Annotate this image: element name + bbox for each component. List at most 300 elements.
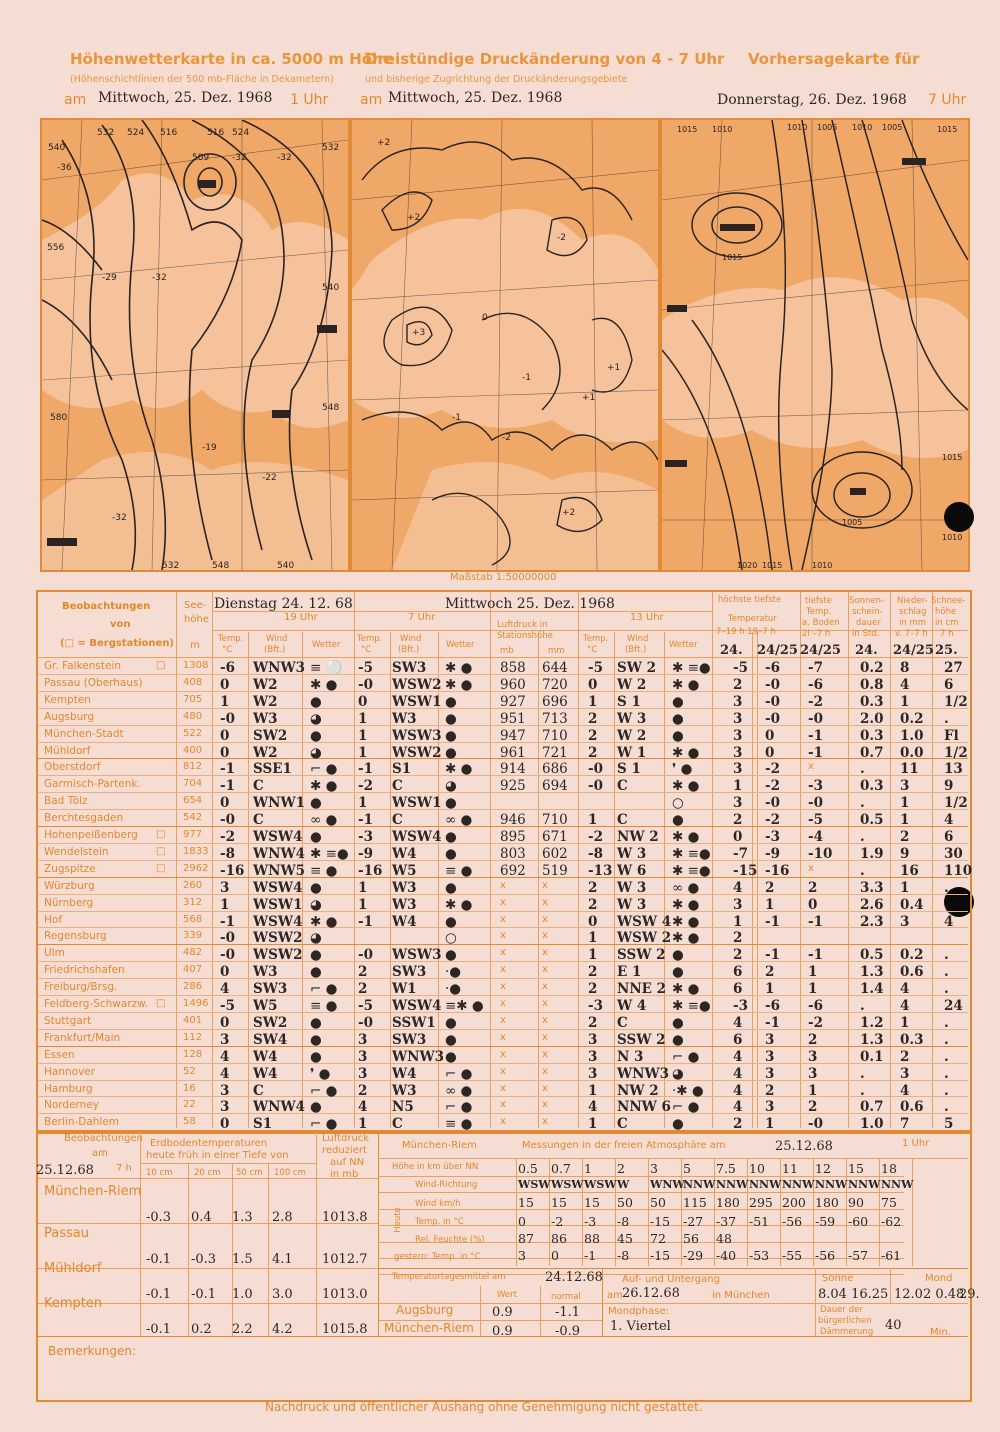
obs-station-height: 128 [183, 1048, 203, 1060]
obs-snow: 27 [944, 660, 963, 676]
obs-pressure-mm: 720 [542, 676, 568, 693]
atmo-wind-direction: NNW [881, 1178, 914, 1191]
obs-weather-13: ◕ [672, 1065, 684, 1082]
obs-weather-13: ⌐ ● [672, 1099, 700, 1116]
obs-precip: 4 [900, 981, 910, 998]
obs-weather-7: ≡ ● [445, 1116, 473, 1133]
obs-temp-13: -5 [588, 660, 603, 676]
atmo-temperature: -62 [881, 1214, 902, 1229]
obs-weather-19: ◕ [310, 710, 322, 727]
obs-pressure-mb: x [500, 1099, 506, 1111]
obs-station-height: 480 [183, 710, 203, 722]
svg-text:+1: +1 [607, 363, 621, 373]
obs-temp-19: 1 [220, 693, 230, 710]
obs-temp-13: 0 [588, 913, 598, 930]
svg-text:540: 540 [277, 561, 295, 570]
atmo-height: 5 [683, 1161, 691, 1176]
obs-h-luftdruck: Luftdruck in [497, 620, 548, 630]
obs-temp-13: -2 [588, 829, 603, 845]
obs-temp-13: 2 [588, 879, 598, 896]
obs-precip: 11 [900, 761, 919, 778]
obs-wind-13: W 4 [617, 998, 647, 1014]
obs-wind-13: W 3 [617, 845, 647, 862]
atmo-wind-direction: WSW [518, 1178, 551, 1191]
svg-text:580: 580 [50, 413, 68, 423]
atmo-wind-speed: 50 [617, 1195, 633, 1210]
obs-temp-13: 2 [588, 964, 598, 981]
obs-temp-7: -0 [358, 947, 373, 964]
obs-pressure-mm: 602 [542, 845, 568, 862]
obs-temp-high: -7 [733, 845, 748, 862]
obs-wind-7: WSW2 [392, 744, 442, 761]
obs-sunshine: 0.3 [860, 727, 884, 744]
obs-temp-high: 6 [733, 981, 743, 998]
pressure-change-map-title: Dreistündige Druckänderung von 4 - 7 Uhr [365, 50, 725, 68]
obs-wind-7: W4 [392, 1065, 417, 1082]
obs-snow: 6 [944, 676, 954, 693]
obs-h-degc-19: °C [222, 645, 233, 655]
obs-temp-19: 0 [220, 1014, 230, 1031]
atmo-wind-speed: 295 [749, 1195, 773, 1210]
map-scale: Maßstab 1:50000000 [450, 572, 557, 583]
obs-wind-7: WSW4 [392, 998, 442, 1014]
obs-wind-19: C [253, 812, 264, 829]
atmo-humidity: 45 [617, 1231, 633, 1246]
atmo-height: 11 [782, 1161, 798, 1176]
obs-temp-low: -1 [765, 1014, 780, 1031]
atmo-yesterday-temp: -56 [815, 1248, 836, 1263]
obs-temp-19: -6 [220, 660, 235, 676]
sun-h-auf: Auf- und Untergang [622, 1274, 720, 1285]
atmo-wind-speed: 90 [848, 1195, 864, 1210]
svg-text:1010: 1010 [712, 125, 733, 134]
obs-weather-7: ≡ ● [445, 862, 473, 879]
obs-temp-low: -0 [765, 676, 780, 693]
svg-text:1010: 1010 [852, 123, 873, 132]
obs-wind-7: W3 [392, 879, 417, 896]
soil-temp-value: -0.1 [146, 1287, 172, 1302]
soil-h-am: am [92, 1148, 108, 1159]
svg-text:540: 540 [322, 283, 340, 293]
obs-temp-13: -0 [588, 761, 603, 778]
obs-sunshine: 1.9 [860, 845, 884, 862]
obs-pressure-mb: x [500, 879, 506, 891]
atmo-height: 0.7 [551, 1161, 571, 1176]
obs-temp-ground: -1 [808, 913, 823, 930]
obs-weather-7: ● [445, 744, 457, 761]
obs-station-name: München-Stadt [44, 727, 124, 740]
obs-wind-13: SSW 2 [617, 947, 666, 964]
obs-precip: 1 [900, 693, 910, 710]
svg-text:-1: -1 [452, 413, 461, 423]
obs-weather-19: ≡ ⚪ [310, 660, 343, 676]
obs-wind-7: WSW3 [392, 727, 442, 744]
atmo-wind-direction: WSW [584, 1178, 617, 1191]
svg-text:1015: 1015 [942, 453, 963, 462]
soil-temp-value: -0.1 [191, 1287, 217, 1302]
obs-temp-7: 0 [358, 693, 368, 710]
obs-wind-19: W3 [253, 964, 278, 981]
obs-pressure-mb: 803 [500, 845, 526, 862]
obs-temp-ground: -4 [808, 829, 823, 845]
obs-wind-7: WSW4 [392, 829, 442, 845]
obs-temp-ground: -7 [808, 660, 823, 676]
atmo-wind-direction: W [617, 1178, 630, 1191]
obs-temp-high: 6 [733, 964, 743, 981]
obs-pressure-mm: x [542, 1031, 548, 1043]
obs-wind-7: WSW1 [392, 795, 442, 812]
obs-temp-7: 2 [358, 964, 368, 981]
obs-snow: 24 [944, 998, 963, 1014]
obs-temp-high: 3 [733, 761, 743, 778]
obs-wind-13: W 2 [617, 676, 647, 693]
obs-station-height: 705 [183, 693, 203, 705]
obs-snow: 13 [944, 761, 963, 778]
obs-wind-7: C [392, 812, 403, 829]
obs-station-name: Wendelstein [44, 845, 109, 858]
obs-pressure-mb: x [500, 930, 506, 942]
obs-snow: . [944, 1031, 949, 1048]
obs-header-m: m [190, 640, 200, 651]
soil-station-name: Kempten [44, 1296, 103, 1311]
svg-text:532: 532 [322, 143, 340, 153]
moon-extra: 29. [959, 1287, 980, 1302]
obs-station-name: Regensburg [44, 930, 107, 943]
obs-pressure-mb: 895 [500, 829, 526, 845]
obs-wind-19: SW2 [253, 727, 288, 744]
obs-wind-19: W5 [253, 998, 278, 1014]
obs-h-schlag: schlag [899, 607, 927, 617]
svg-text:-1: -1 [522, 373, 531, 383]
obs-temp-high: -3 [733, 998, 748, 1014]
obs-pressure-mm: x [542, 964, 548, 976]
obs-temp-high: 3 [733, 693, 743, 710]
obs-precip: 0.4 [900, 896, 924, 913]
obs-h-temp-19: Temp. [218, 634, 244, 644]
obs-station-height: 312 [183, 896, 203, 908]
obs-precip: 0.2 [900, 947, 924, 964]
obs-temp-13: 3 [588, 1031, 598, 1048]
obs-weather-13: ✱ ● [672, 744, 700, 761]
obs-weather-7: ● [445, 947, 457, 964]
soil-h-7h: 7 h [116, 1163, 132, 1174]
obs-temp-19: 0 [220, 1116, 230, 1133]
obs-station-height: 654 [183, 795, 203, 807]
obs-pressure-mm: x [542, 1014, 548, 1026]
obs-pressure-mm: x [542, 896, 548, 908]
obs-station-name: Essen [44, 1048, 75, 1061]
obs-temp-7: -3 [358, 829, 373, 845]
obs-weather-13: ● [672, 1014, 684, 1031]
obs-station-name: Hof [44, 913, 63, 926]
obs-h-sonnen: Sonnen- [849, 596, 885, 606]
obs-pressure-mm: 644 [542, 660, 568, 676]
obs-weather-13: ∞ ● [672, 879, 700, 896]
obs-station-height: 704 [183, 778, 203, 790]
atmo-time: 1 Uhr [902, 1138, 930, 1149]
obs-wind-19: WSW1 [253, 896, 303, 913]
obs-wind-19: WSW2 [253, 930, 303, 947]
moon-times: 12.02 0.48 [894, 1287, 965, 1302]
obs-station-name: Mühldorf [44, 744, 91, 757]
obs-precip: 16 [900, 862, 919, 879]
svg-text:0: 0 [482, 313, 488, 323]
obs-weather-19: ◕ [310, 896, 322, 913]
obs-wind-13: C [617, 1116, 628, 1133]
svg-text:-2: -2 [502, 433, 511, 443]
obs-wind-7: W4 [392, 845, 417, 862]
obs-sunshine: . [860, 795, 865, 812]
obs-temp-7: -0 [358, 676, 373, 693]
obs-sunshine: 0.1 [860, 1048, 884, 1065]
pressure-change-am-label: am [360, 92, 383, 108]
obs-temp-low: 1 [765, 981, 775, 998]
mountain-station-marker: □ [156, 829, 166, 840]
svg-text:1015: 1015 [937, 125, 958, 134]
obs-temp-ground: -6 [808, 676, 823, 693]
obs-wind-7: W3 [392, 896, 417, 913]
svg-text:+2: +2 [377, 138, 391, 148]
obs-temp-high: 2 [733, 1116, 743, 1133]
obs-h-schnee: Schnee- [931, 596, 966, 606]
obs-temp-7: 1 [358, 710, 368, 727]
mountain-station-marker: □ [156, 845, 166, 857]
sun-h-buerg: bürgerlichen [818, 1316, 872, 1326]
obs-sunshine: 1.2 [860, 1014, 884, 1031]
obs-temp-high: -5 [733, 660, 748, 676]
punch-hole-top [944, 502, 974, 532]
sun-h-am: am [607, 1290, 623, 1301]
obs-weather-13: ● [672, 1031, 684, 1048]
obs-pressure-mm: 696 [542, 693, 568, 710]
obs-wind-13: NW 2 [617, 1082, 659, 1099]
svg-text:-2: -2 [557, 233, 566, 243]
atmo-wind-speed: 15 [584, 1195, 600, 1210]
obs-weather-19: ✱ ● [310, 778, 338, 795]
obs-weather-7: ● [445, 913, 457, 930]
obs-temp-low: 2 [765, 1082, 775, 1099]
obs-h-std: in Std. [852, 629, 880, 639]
obs-weather-7: ∞ ● [445, 812, 473, 829]
obs-precip: 8 [900, 660, 910, 676]
obs-weather-7: ✱ ● [445, 660, 473, 676]
obs-temp-13: 2 [588, 896, 598, 913]
obs-station-name: Freiburg/Brsg. [44, 981, 118, 994]
atmo-humidity: 48 [716, 1231, 732, 1246]
obs-pressure-mm: x [542, 1116, 548, 1128]
svg-text:1015: 1015 [722, 253, 743, 262]
soil-temp-value: 4.1 [272, 1252, 293, 1267]
obs-h-aboden: a. Boden [802, 618, 840, 628]
obs-station-name: Zugspitze [44, 862, 96, 875]
obs-col-date-2425b: 24/25 [800, 643, 841, 658]
atmo-temperature: -8 [617, 1214, 630, 1229]
obs-header-see: See- [184, 600, 207, 611]
atmo-wind-direction: NNW [848, 1178, 881, 1191]
svg-text:540: 540 [48, 143, 66, 153]
obs-precip: 2 [900, 829, 910, 845]
obs-temp-high: 4 [733, 879, 743, 896]
obs-temp-13: 0 [588, 676, 598, 693]
obs-wind-13: WSW 4 [617, 913, 672, 930]
obs-precip: 4 [900, 1082, 910, 1099]
atmo-temperature: -51 [749, 1214, 770, 1229]
soil-temp-value: 1.3 [232, 1210, 253, 1225]
sun-h-daemm: Dämmerung [820, 1327, 874, 1337]
obs-sunshine: 0.7 [860, 1099, 884, 1116]
obs-temp-13: -3 [588, 998, 603, 1014]
atmo-temperature: -60 [848, 1214, 869, 1229]
obs-temp-ground: -2 [808, 693, 823, 710]
moon-phase: 1. Viertel [610, 1319, 671, 1334]
obs-temp-ground: 1 [808, 964, 818, 981]
obs-weather-7: ● [445, 727, 457, 744]
tmean-row-riem-wert: 0.9 [492, 1324, 513, 1339]
obs-temp-13: -0 [588, 778, 603, 795]
obs-temp-7: 1 [358, 1116, 368, 1133]
obs-h-hoechste: höchste tiefste [718, 595, 782, 605]
atmo-yesterday-temp: 3 [518, 1248, 526, 1263]
obs-temp-7: 3 [358, 1031, 368, 1048]
svg-text:532: 532 [162, 561, 180, 570]
svg-text:-32: -32 [277, 153, 292, 163]
obs-weather-13: ● [672, 710, 684, 727]
obs-station-name: Würzburg [44, 879, 95, 892]
obs-wind-13: NNW 6 [617, 1099, 671, 1116]
svg-text:-29: -29 [102, 273, 117, 283]
upper-air-date: Mittwoch, 25. Dez. 1968 [98, 90, 273, 106]
svg-text:1005: 1005 [882, 123, 903, 132]
obs-station-height: 52 [183, 1065, 196, 1077]
footer-notice: Nachdruck und öffentlicher Aushang ohne Genehmigung nicht gestattet. [265, 1400, 703, 1414]
obs-snow: 1/2 [944, 693, 968, 710]
obs-station-name: Passau (Oberhaus) [44, 676, 143, 689]
obs-pressure-mm: x [542, 1082, 548, 1094]
obs-weather-7: ∞ ● [445, 1082, 473, 1099]
pressure-change-map [350, 118, 660, 572]
svg-text:524: 524 [127, 128, 145, 138]
obs-weather-7: ● [445, 1031, 457, 1048]
soil-temp-value: -0.3 [191, 1252, 217, 1267]
obs-snow: . [944, 879, 949, 896]
soil-temp-value: 2.8 [272, 1210, 293, 1225]
soil-h-auf: auf NN [330, 1157, 365, 1168]
obs-weather-7: ● [445, 693, 457, 710]
obs-wind-13: W 1 [617, 744, 647, 761]
obs-temp-low: -0 [765, 710, 780, 727]
obs-pressure-mb: 961 [500, 744, 526, 761]
obs-temp-19: 4 [220, 1065, 230, 1082]
obs-station-height: 22 [183, 1099, 196, 1111]
obs-precip: 1 [900, 1014, 910, 1031]
mountain-station-marker: □ [156, 660, 166, 671]
obs-temp-13: 3 [588, 1048, 598, 1065]
upper-air-time: 1 Uhr [290, 92, 329, 108]
tmean-h-wert: Wert [497, 1290, 517, 1300]
obs-sunshine: 0.2 [860, 660, 884, 676]
obs-weather-19: ● [310, 795, 322, 812]
atmo-wind-direction: NNW [782, 1178, 815, 1191]
atmo-wind-direction: NNW [716, 1178, 749, 1191]
obs-weather-19: ✱ ≡● [310, 845, 349, 862]
lower-section [36, 1130, 972, 1402]
atmo-yesterday-temp: 0 [551, 1248, 559, 1263]
svg-text:-32: -32 [152, 273, 167, 283]
atmo-height: 1 [584, 1161, 592, 1176]
obs-h-wetter-13: Wetter [669, 640, 698, 650]
sun-date: 26.12.68 [622, 1286, 680, 1301]
obs-sunshine: 1.4 [860, 981, 884, 998]
obs-pressure-mb: x [500, 1048, 506, 1060]
obs-temp-high: 2 [733, 812, 743, 829]
obs-temp-13: 2 [588, 1014, 598, 1031]
obs-temp-low: 3 [765, 1065, 775, 1082]
obs-temp-high: 1 [733, 778, 743, 795]
svg-text:-22: -22 [262, 473, 277, 483]
atmo-yesterday-temp: -55 [782, 1248, 803, 1263]
atmo-temperature: -27 [683, 1214, 704, 1229]
obs-wind-13: W 3 [617, 879, 647, 896]
obs-snow: . [944, 947, 949, 964]
tmean-row-augsburg-name: Augsburg [396, 1303, 454, 1317]
atmo-humidity: 88 [584, 1231, 600, 1246]
atmo-h-rel: Rel. Feuchte (%) [415, 1235, 485, 1245]
upper-air-am-label: am [64, 92, 87, 108]
obs-temp-19: 3 [220, 879, 230, 896]
obs-temp-19: 0 [220, 727, 230, 744]
obs-snow: Fl [944, 727, 959, 744]
obs-temp-19: -2 [220, 829, 235, 845]
obs-temp-19: -0 [220, 710, 235, 727]
obs-temp-ground: -5 [808, 812, 823, 829]
obs-h-incm: in cm [935, 618, 959, 628]
atmo-temperature: -37 [716, 1214, 737, 1229]
obs-temp-ground: 1 [808, 981, 818, 998]
svg-text:1015: 1015 [677, 125, 698, 134]
obs-temp-19: -0 [220, 930, 235, 947]
obs-station-height: 260 [183, 879, 203, 891]
svg-text:1020: 1020 [737, 561, 758, 570]
obs-temp-ground: -1 [808, 727, 823, 744]
soil-temp-value: 0.4 [191, 1210, 212, 1225]
obs-sunshine: . [860, 998, 865, 1014]
obs-sunshine: 0.5 [860, 812, 884, 829]
obs-temp-19: -0 [220, 947, 235, 964]
obs-station-height: 407 [183, 964, 203, 976]
atmo-wind-speed: 200 [782, 1195, 806, 1210]
obs-pressure-mm: x [542, 879, 548, 891]
obs-temp-ground: 3 [808, 1048, 818, 1065]
obs-weather-7: ● [445, 1048, 457, 1065]
obs-station-name: Stuttgart [44, 1014, 92, 1027]
svg-text:-36: -36 [57, 163, 72, 173]
obs-temp-low: 1 [765, 896, 775, 913]
obs-temp-low: -0 [765, 693, 780, 710]
obs-temp-7: 3 [358, 1048, 368, 1065]
obs-pressure-mb: x [500, 1031, 506, 1043]
obs-weather-19: ⌐ ● [310, 1082, 338, 1099]
obs-pressure-mm: x [542, 930, 548, 942]
obs-temp-7: -1 [358, 812, 373, 829]
obs-temp-7: -9 [358, 845, 373, 862]
obs-snow: 6 [944, 829, 954, 845]
obs-weather-7: ✱ ● [445, 676, 473, 693]
obs-weather-7: ● [445, 879, 457, 896]
obs-station-height: 2962 [183, 862, 209, 874]
forecast-date: Donnerstag, 26. Dez. 1968 [717, 92, 907, 108]
obs-station-height: 400 [183, 744, 203, 756]
obs-station-height: 812 [183, 761, 203, 773]
